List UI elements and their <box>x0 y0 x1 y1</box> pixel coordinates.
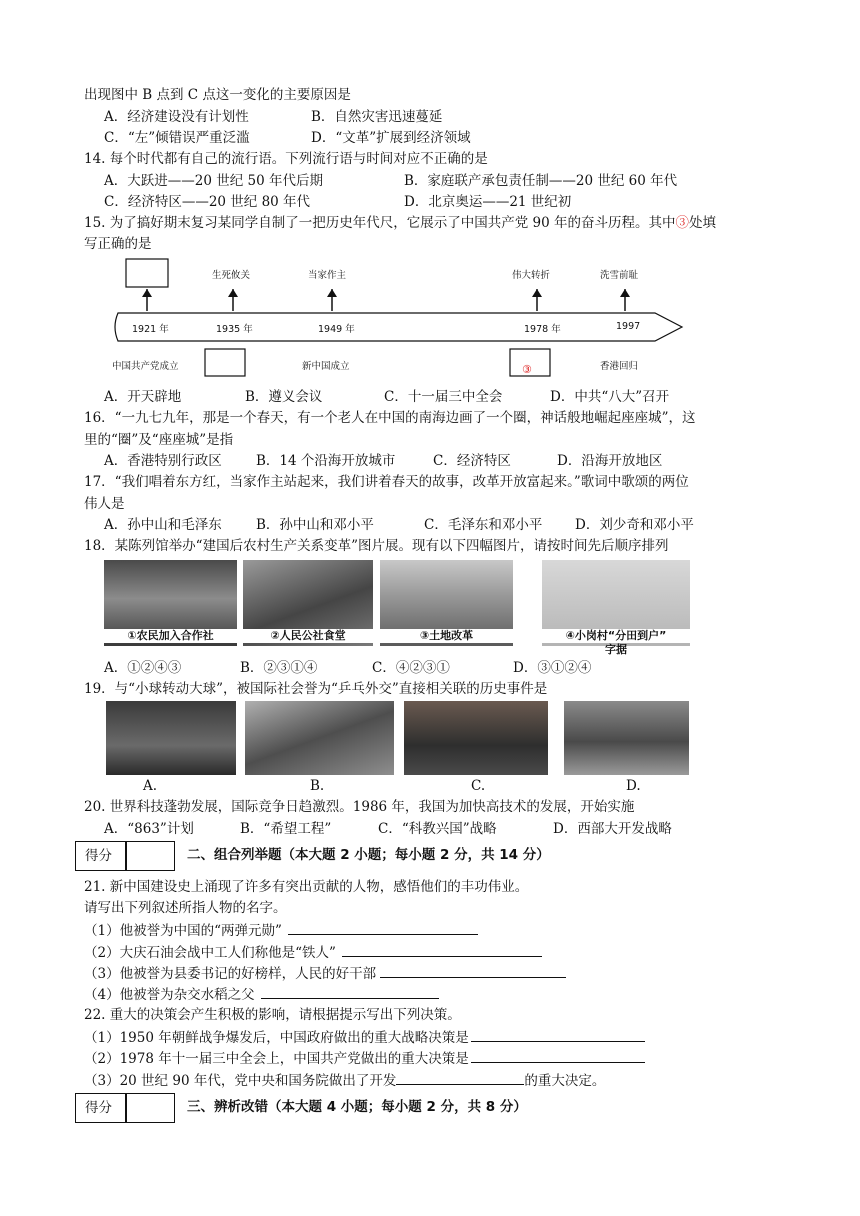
section2-score-label-cell <box>75 841 127 871</box>
q21-item-3 <box>84 963 566 983</box>
q17-option-c: C．毛泽东和邓小平 <box>424 517 543 533</box>
q16-stem-line2: 里的“圈”及“座座城”是指 <box>84 432 234 448</box>
q19-label-d: D. <box>626 778 641 794</box>
timeline-bottom-label-1921: 中国共产党成立 <box>112 361 179 372</box>
timeline-figure <box>100 255 700 380</box>
q21-answer-3[interactable] <box>380 963 566 978</box>
q13-option-b: B．自然灾害迅速蔓延 <box>311 109 443 125</box>
q22-stem: 22. 重大的决策会产生积极的影响，请根据提示写出下列决策。 <box>84 1007 461 1023</box>
q18-stem: 18．某陈列馆举办“建国后农村生产关系变革”图片展。现有以下四幅图片，请按时间先后顺序排列 <box>84 538 669 554</box>
section3-score-input[interactable] <box>125 1093 175 1123</box>
q15-stem-end: 处填 <box>689 215 717 231</box>
q21-stem-line2: 请写出下列叙述所指人物的名字。 <box>84 900 287 916</box>
q13-stem-tail: 出现图中 B 点到 C 点这一变化的主要原因是 <box>84 87 351 103</box>
photo-option-b <box>245 701 394 775</box>
q18-option-b: B．②③①④ <box>240 660 318 676</box>
q22-item-3-end: 的重大决定。 <box>524 1073 606 1089</box>
q13-option-a: A．经济建设没有计划性 <box>104 109 249 125</box>
q17-option-b: B．孙中山和邓小平 <box>256 517 374 533</box>
section2-score-label: 得分 <box>85 848 112 864</box>
q19-label-a: A. <box>143 778 158 794</box>
q19-label-c: C. <box>471 778 486 794</box>
q21-stem-line1: 21. 新中国建设史上涌现了许多有突出贡献的人物，感悟他们的丰功伟业。 <box>84 879 529 895</box>
timeline-year-1978: 1978 年 <box>524 324 561 335</box>
q13-option-d: D．“文革”扩展到经济领域 <box>311 130 471 146</box>
q15-option-a: A．开天辟地 <box>104 389 182 405</box>
q16-stem-line1: 16．“一九七九年，那是一个春天，有一个老人在中国的南海边画了一个圈，神话般地崛起座座城”，这 <box>84 410 696 426</box>
q14-option-c: C．经济特区——20 世纪 80 年代 <box>104 194 311 210</box>
section3-score-label: 得分 <box>85 1100 112 1116</box>
q22-item-1-text: （1）1950 年朝鲜战争爆发后，中国政府做出的重大战略决策是 <box>84 1030 469 1046</box>
q16-option-b: B．14 个沿海开放城市 <box>256 453 396 469</box>
caption-land-reform: ③土地改革 <box>380 629 513 643</box>
timeline-year-1921: 1921 年 <box>132 324 169 335</box>
timeline-bottom-label-1997: 香港回归 <box>600 361 639 372</box>
q22-answer-3[interactable] <box>396 1070 524 1085</box>
timeline-label-1935: 生死攸关 <box>212 270 251 281</box>
photo-option-a <box>106 701 236 775</box>
q22-item-2-text: （2）1978 年十一届三中全会上，中国共产党做出的重大决策是 <box>84 1051 469 1067</box>
timeline-label-1997: 洗雪前耻 <box>600 270 639 281</box>
timeline-year-1935: 1935 年 <box>216 324 253 335</box>
q20-option-b: B．“希望工程” <box>240 821 332 837</box>
q14-option-a: A．大跃进——20 世纪 50 年代后期 <box>104 173 323 189</box>
q21-item-4 <box>84 984 439 1004</box>
q17-option-a: A．孙中山和毛泽东 <box>104 517 222 533</box>
q20-option-d: D．西部大开发战略 <box>553 821 672 837</box>
section2-score-input[interactable] <box>125 841 175 871</box>
timeline-bottom-label-1949: 新中国成立 <box>302 361 350 372</box>
q15-option-d: D．中共“八大”召开 <box>550 389 670 405</box>
q19-label-b: B. <box>310 778 325 794</box>
q17-stem-line2: 伟人是 <box>84 496 125 512</box>
q22-answer-2[interactable] <box>471 1048 645 1063</box>
q15-option-c: C．十一届三中全会 <box>384 389 503 405</box>
q16-option-a: A．香港特别行政区 <box>104 453 222 469</box>
q17-stem-line1: 17．“我们唱着东方红，当家作主站起来，我们讲着春天的故事，改革开放富起来。”歌词中歌颂的两位 <box>84 474 689 490</box>
q22-item-2 <box>84 1048 645 1068</box>
timeline-blank-box-top <box>126 259 168 287</box>
q20-option-c: C．“科教兴国”战略 <box>378 821 497 837</box>
q19-stem: 19．与“小球转动大球”，被国际社会誉为“乒乓外交”直接相关联的历史事件是 <box>84 681 548 697</box>
q15-stem-text: 15. 为了搞好期末复习某同学自制了一把历史年代尺，它展示了中国共产党 90 年的奋斗历程。其中 <box>84 215 676 231</box>
q15-stem-line2: 写正确的是 <box>84 236 152 252</box>
timeline-label-1949: 当家作主 <box>308 270 347 281</box>
q21-answer-4[interactable] <box>261 984 439 999</box>
q22-item-3-text: （3）20 世纪 90 年代，党中央和国务院做出了开发 <box>84 1073 397 1089</box>
timeline-year-1997-tick: 1997 <box>616 321 641 332</box>
q21-answer-2[interactable] <box>342 942 542 957</box>
q15-stem-line1 <box>84 214 716 232</box>
q20-stem: 20. 世界科技蓬勃发展，国际竞争日趋激烈。1986 年，我国为加快高技术的发展，开始实施 <box>84 799 635 815</box>
timeline-year-1949: 1949 年 <box>318 324 355 335</box>
q14-option-b: B．家庭联产承包责任制——20 世纪 60 年代 <box>404 173 678 189</box>
section3-title: 三、辨析改错（本大题 4 小题；每小题 2 分，共 8 分） <box>187 1099 527 1115</box>
q21-item-3-text: （3）他被誉为县委书记的好榜样，人民的好干部 <box>84 966 377 982</box>
photo-option-c <box>404 701 548 775</box>
caption-cooperative: ①农民加入合作社 <box>104 629 237 643</box>
q14-option-d: D．北京奥运——21 世纪初 <box>404 194 572 210</box>
q21-answer-1[interactable] <box>288 920 478 935</box>
caption-commune-canteen: ②人民公社食堂 <box>243 629 373 643</box>
q21-item-2 <box>84 942 542 962</box>
q22-item-1 <box>84 1027 645 1047</box>
q21-item-4-text: （4）他被誉为杂交水稻之父 <box>84 987 255 1003</box>
section3-score-label-cell <box>75 1093 127 1123</box>
q21-item-1-text: （1）他被誉为中国的“两弹元勋” <box>84 923 282 939</box>
section2-title: 二、组合列举题（本大题 2 小题；每小题 2 分，共 14 分） <box>187 847 550 863</box>
q14-stem: 14. 每个时代都有自己的流行语。下列流行语与时间对应不正确的是 <box>84 151 488 167</box>
timeline-arrow-bar <box>115 313 682 341</box>
photo-option-d <box>564 701 689 775</box>
q18-option-a: A．①②④③ <box>104 660 182 676</box>
timeline-blank-box-bottom <box>205 349 245 376</box>
q13-option-c: C．“左”倾错误严重泛滥 <box>104 130 250 146</box>
q22-answer-1[interactable] <box>471 1027 645 1042</box>
q18-option-d: D．③①②④ <box>513 660 592 676</box>
caption-xiaogang-line2: 字据 <box>605 643 627 656</box>
q22-item-3 <box>84 1070 605 1090</box>
q16-option-d: D．沿海开放地区 <box>557 453 663 469</box>
caption-xiaogang-line1: ④小岗村“分田到户” <box>542 629 690 643</box>
q20-option-a: A．“863”计划 <box>104 821 194 837</box>
q16-option-c: C．经济特区 <box>433 453 511 469</box>
q17-option-d: D．刘少奇和邓小平 <box>575 517 694 533</box>
q21-item-1 <box>84 920 478 940</box>
q15-option-b: B．遵义会议 <box>245 389 323 405</box>
q15-circle-marker: ③ <box>675 215 690 231</box>
timeline-label-1978: 伟大转折 <box>512 270 551 281</box>
timeline-marker-3: ③ <box>522 363 532 376</box>
q21-item-2-text: （2）大庆石油会战中工人们称他是“铁人” <box>84 945 336 961</box>
q18-option-c: C．④②③① <box>372 660 450 676</box>
